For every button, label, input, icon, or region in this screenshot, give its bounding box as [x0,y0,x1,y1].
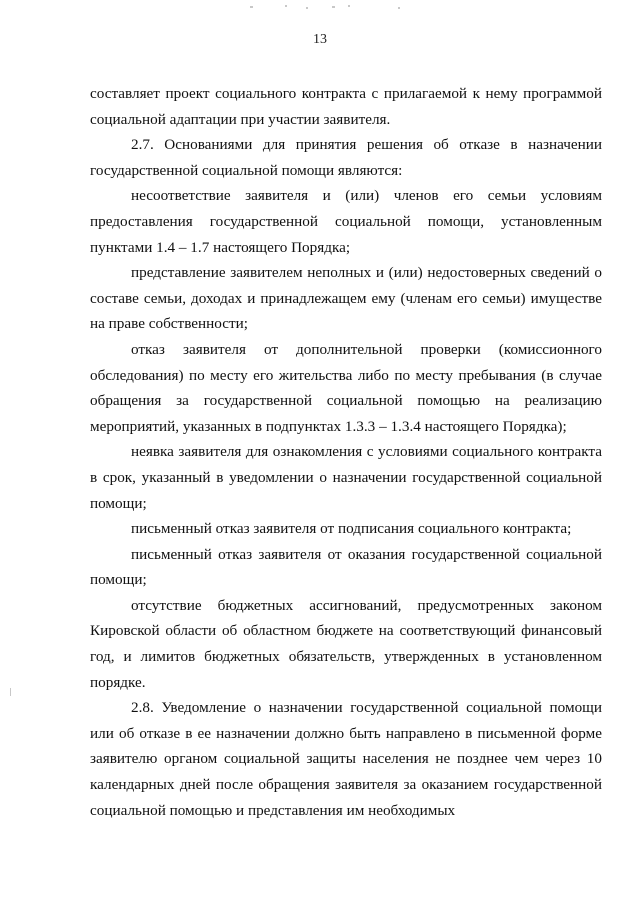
paragraph: представление заявителем неполных и (или) недостоверных сведений о составе семьи, доходах и принадлежащем ему (членам его семьи) имуществе на праве собственности; [90,264,602,333]
paragraph: отсутствие бюджетных ассигнований, предусмотренных законом Кировской области об областном бюджете на соответствующий финансовый год, и лимитов бюджетных обязательств, утвержденных в установленном порядке. [90,596,602,691]
paragraph: письменный отказ заявителя от подписания социального контракта; [131,520,572,538]
paragraph: отказ заявителя от дополнительной проверки (комиссионного обследования) по месту его жительства либо по месту пребывания (в случае обращения за государственной социальной помощью на реализацию мероприятий, указанных в подпунктах 1.3.3 – 1.3.4 настоящего Порядка); [90,340,602,435]
paragraph: составляет проект социального контракта с прилагаемой к нему программой социальной адаптации при участии заявителя. [90,85,602,128]
page-number: 13 [313,32,327,47]
document-body [90,81,602,823]
paragraph: 2.7. Основаниями для принятия решения об отказе в назначении государственной социальной помощи являются: [90,136,602,179]
paragraph: несоответствие заявителя и (или) членов его семьи условиям предоставления государственной социальной помощи, установленным пунктами 1.4 – 1.7 настоящего Порядка; [90,187,602,256]
paragraph: 2.8. Уведомление о назначении государственной социальной помощи или об отказе в ее назначении должно быть направлено в письменной форме заявителю органом социальной защиты населения не позднее чем через 10 календарных дней после обращения заявителя за оказанием государственной социальной помощью и представления им необходимых [90,699,602,819]
paragraph: неявка заявителя для ознакомления с условиями социального контракта в срок, указанный в уведомлении о назначении государственной социальной помощи; [90,443,602,512]
paragraph: письменный отказ заявителя от оказания государственной социальной помощи; [90,545,602,589]
